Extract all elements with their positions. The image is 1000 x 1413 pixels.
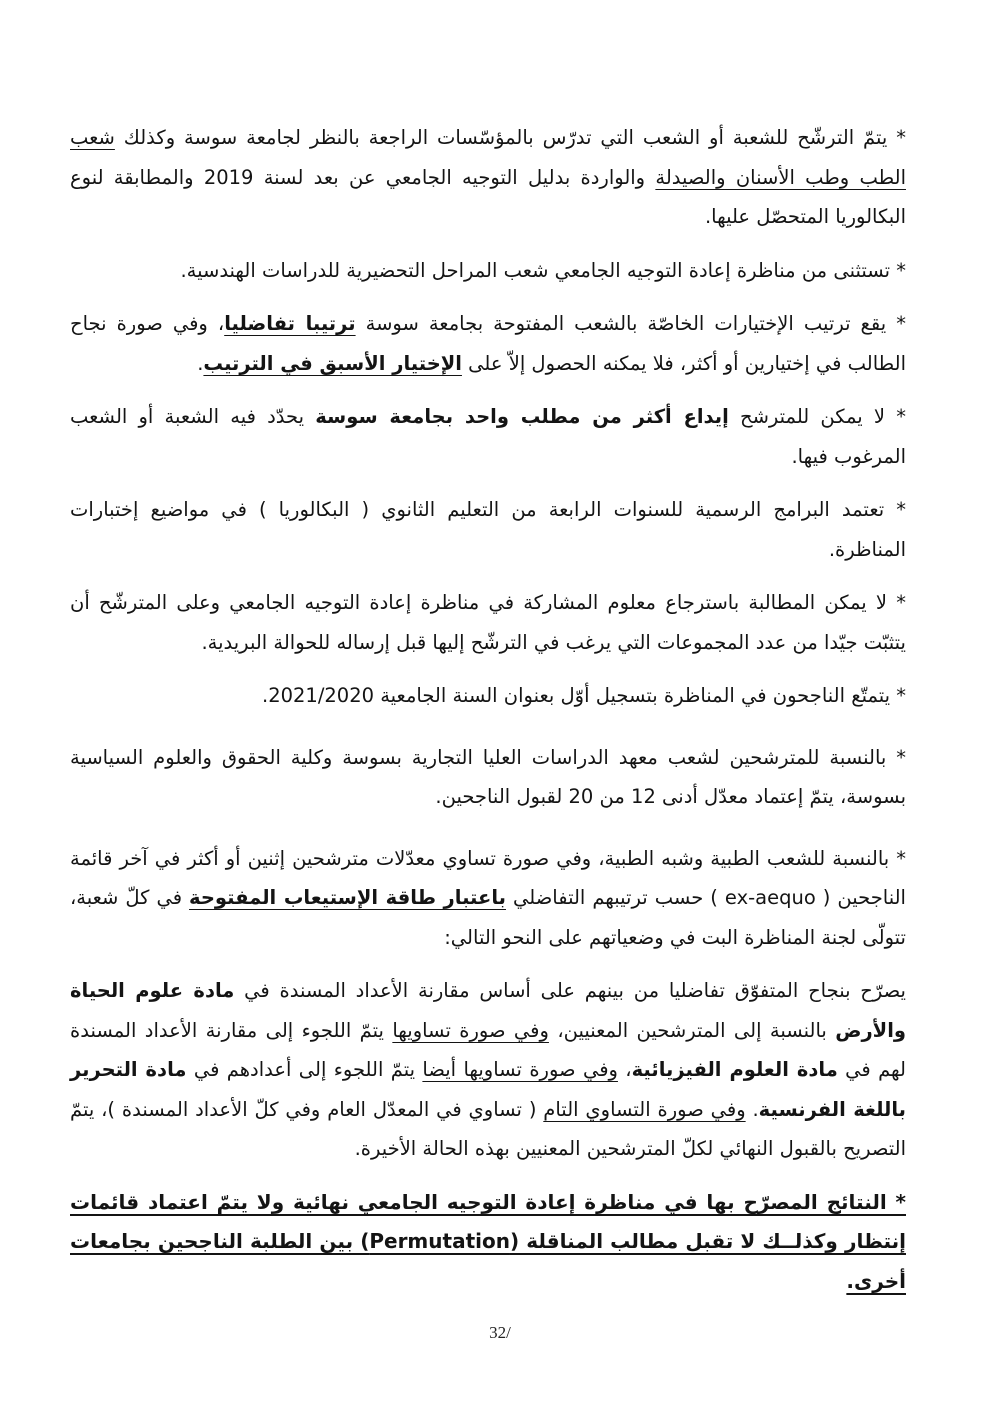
paragraph-6: * لا يمكن المطالبة باسترجاع معلوم المشاركة في مناظرة إعادة التوجيه الجامعي وعلى المترشّح أن يتثبّت جيّدا من عدد المجموعات التي يرغب في الترشّح إليها قبل إرساله للحوالة البريدية. xyxy=(70,591,906,654)
paragraph-3: * يقع ترتيب الإختيارات الخاصّة بالشعب المفتوحة بجامعة سوسة ترتيبا تفاضليا، وفي صورة نجاح الطالب في إختيارين أو أكثر، فلا يمكنه الحصول إلاّ على الإختيار الأسبق في الترتيب. xyxy=(70,312,906,375)
paragraph-11: * النتائج المصرّح بها في مناظرة إعادة التوجيه الجامعي نهائية ولا يتمّ اعتماد قائمات إنتظار وكذلــك لا تقبل مطالب المناقلة (Permutation) بين الطلبة الناجحين بجامعات أخرى. xyxy=(70,1189,906,1293)
paragraph-2: * تستثنى من مناظرة إعادة التوجيه الجامعي شعب المراحل التحضيرية للدراسات الهندسية. xyxy=(180,258,906,282)
paragraph-5: * تعتمد البرامج الرسمية للسنوات الرابعة من التعليم الثانوي ( البكالوريا ) في مواضيع إختبارات المناظرة. xyxy=(70,498,906,561)
paragraph-10: يصرّح بنجاح المتفوّق تفاضليا من بينهم على أساس مقارنة الأعداد المسندة في مادة علوم الحياة والأرض بالنسبة إلى المترشحين المعنيين، وفي صورة تساويها يتمّ اللجوء إلى مقارنة الأعداد المسندة لهم في مادة العلوم الفيزيائية، وفي صورة تساويها أيضا يتمّ اللجوء إلى أعدادهم في مادة التحرير باللغة الفرنسية. وفي صورة التساوي التام ( تساوي في المعدّل العام وفي كلّ الأعداد المسندة )، يتمّ التصريح بالقبول النهائي لكلّ المترشحين المعنيين بهذه الحالة الأخيرة. xyxy=(70,979,907,1160)
document-body xyxy=(70,118,906,1315)
paragraph-8: * بالنسبة للمترشحين لشعب معهد الدراسات العليا التجارية بسوسة وكلية الحقوق والعلوم السياسية بسوسة، يتمّ إعتماد معدّل أدنى 12 من 20 لقبول الناجحين. xyxy=(70,745,906,808)
paragraph-7: * يتمتّع الناجحون في المناظرة بتسجيل أوّل بعنوان السنة الجامعية 2021/2020. xyxy=(261,684,906,707)
paragraph-1: * يتمّ الترشّح للشعبة أو الشعب التي تدرّس بالمؤسّسات الراجعة بالنظر لجامعة سوسة وكذلك شعب الطب وطب الأسنان والصيدلة والواردة بدليل التوجيه الجامعي عن بعد لسنة 2019 والمطابقة لنوع البكالوريا المتحصّل عليها. xyxy=(70,126,906,228)
page-number: 32/ xyxy=(489,1323,511,1342)
paragraph-9: * بالنسبة للشعب الطبية وشبه الطبية، وفي صورة تساوي معدّلات مترشحين إثنين أو أكثر في آخر قائمة الناجحين ( ex-aequo ) حسب ترتيبهم التفاضلي باعتبار طاقة الإستيعاب المفتوحة في كلّ شعبة، تتولّى لجنة المناظرة البت في وضعياتهم على النحو التالي: xyxy=(70,846,906,949)
paragraph-4: * لا يمكن للمترشح إيداع أكثر من مطلب واحد بجامعة سوسة يحدّد فيه الشعبة أو الشعب المرغوب فيها. xyxy=(70,405,906,468)
